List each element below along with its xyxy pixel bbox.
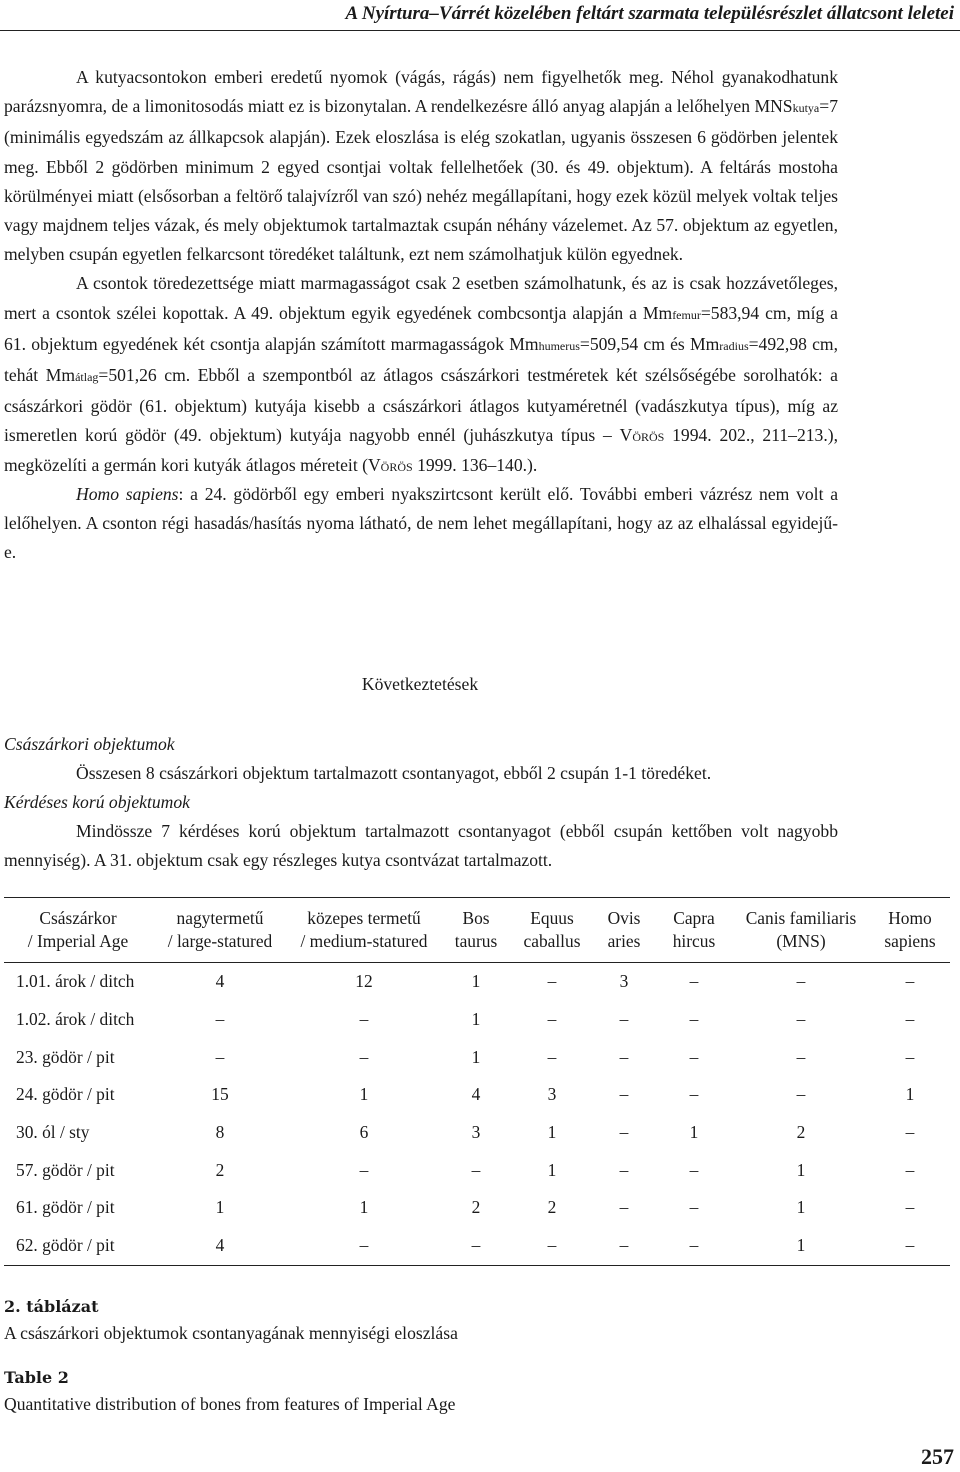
table-cell: –: [656, 1227, 732, 1265]
table-cell: –: [689, 1046, 699, 1067]
table-cell: –: [796, 1084, 806, 1105]
caption-text: A császárkori objektumok csontanyagának mennyiségi eloszlása: [4, 1323, 458, 1343]
column-header: [870, 898, 950, 963]
text-run: A kutyacsontokon emberi eredetű nyomok (vágás, rágás) nem figyelhetők meg. Néhol gyanakodhatunk parázsnyomra, de a limonitosodás miatt ez is bizonytalan. A rendelkezésre álló anyag alapján a lelőhelyen MNS: [4, 67, 838, 117]
table-cell: 1: [796, 1159, 806, 1180]
table-cell: –: [547, 1046, 557, 1067]
column-header: [656, 898, 732, 963]
table-cell: –: [905, 1197, 915, 1218]
table-cell: –: [592, 1227, 656, 1265]
page-number: 257: [921, 1444, 954, 1469]
column-header-line: sapiens: [884, 931, 936, 951]
subscript: kutya: [792, 101, 820, 116]
table-cell: 3: [547, 1084, 557, 1105]
table-cell: 1: [471, 1046, 481, 1067]
table-cell: 3: [471, 1122, 481, 1143]
table-cell: –: [689, 1084, 699, 1105]
table-cell: –: [619, 1122, 629, 1143]
caption-text: Quantitative distribution of bones from features of Imperial Age: [4, 1394, 456, 1414]
table-cell: –: [619, 1197, 629, 1218]
table-cell: –: [288, 1227, 440, 1265]
table-cell: 2: [796, 1122, 806, 1143]
row-label: 23. gödör / pit: [16, 1046, 115, 1067]
text-run: =492,98 cm, tehát Mm: [4, 333, 839, 386]
subscript: radius: [719, 338, 749, 353]
caption-hungarian: [4, 1293, 458, 1347]
table-cell: –: [359, 1159, 369, 1180]
table-cell: 12: [355, 971, 373, 992]
column-header: [592, 898, 656, 963]
column-header: [152, 898, 288, 963]
column-header-line: aries: [607, 931, 641, 951]
table-cell: –: [619, 1159, 629, 1180]
table-cell: 2: [547, 1197, 557, 1218]
table-cell: 1: [732, 1227, 870, 1265]
column-header: [288, 898, 440, 963]
table-cell: 1: [359, 1084, 369, 1105]
table-cell: 1: [796, 1197, 806, 1218]
column-header-line: Capra: [673, 908, 715, 928]
table-cell: 6: [359, 1122, 369, 1143]
table-cell: 4: [152, 1227, 288, 1265]
questionable-label: Kérdéses korú objektumok: [4, 792, 190, 812]
imperial-section: [4, 730, 838, 788]
running-head: [0, 0, 960, 31]
row-label: 24. gödör / pit: [16, 1084, 115, 1105]
table-cell: –: [440, 1227, 512, 1265]
table-cell: –: [215, 1046, 225, 1067]
table-cell: 1: [215, 1197, 225, 1218]
table-cell: –: [471, 1159, 481, 1180]
table-cell: 1: [689, 1122, 699, 1143]
column-header: [512, 898, 592, 963]
paragraph-dog-bones: [4, 63, 838, 269]
species-name: Homo sapiens: [76, 483, 179, 504]
table-cell: –: [689, 971, 699, 992]
table-cell: –: [905, 1122, 915, 1143]
table-cell: –: [619, 1009, 629, 1030]
table-cell: 3: [619, 971, 629, 992]
section-title-conclusions: Következtetések: [361, 674, 479, 694]
table-cell: –: [689, 1159, 699, 1180]
column-header-line: caballus: [523, 931, 581, 951]
row-label: 30. ól / sty: [16, 1122, 90, 1143]
column-header: [732, 898, 870, 963]
text-run: 1994. 202., 211–213.), megközelíti a germán kori kutyák átlagos méreteit (: [4, 425, 838, 475]
column-header-line: Ovis: [607, 908, 641, 928]
subscript: átlag: [75, 370, 99, 385]
table-row: [4, 1114, 950, 1152]
table-cell: –: [905, 1159, 915, 1180]
table-header-row: [4, 898, 950, 963]
table-cell: 2: [471, 1197, 481, 1218]
table-cell: 1: [359, 1197, 369, 1218]
table-cell: 2: [215, 1159, 225, 1180]
author-citation: Vörös: [367, 454, 413, 475]
column-header-line: (MNS): [776, 931, 826, 951]
column-header-line: taurus: [454, 931, 498, 951]
table-cell: –: [359, 1046, 369, 1067]
table-row: [4, 1189, 950, 1227]
table-cell: 1: [905, 1084, 915, 1105]
table-cell: –: [796, 971, 806, 992]
column-header-line: / medium-statured: [300, 931, 428, 951]
questionable-section: [4, 788, 838, 876]
table-cell: –: [870, 1227, 950, 1265]
column-header-line: közepes termetű: [307, 908, 421, 928]
imperial-label: Császárkori objektumok: [4, 734, 175, 754]
text-run: A csontok töredezettsége miatt marmagasságot csak 2 esetben számolhatunk, és az is csak hozzávetőleges, mert a csontok szélei kopottak. A 49. objektum egyik egyedének combcsontja alapján a Mm: [4, 273, 838, 323]
column-header-line: / Imperial Age: [27, 931, 129, 951]
text-run: : a 24. gödörből egy emberi nyakszirtcsont került elő. További emberi vázrész nem volt a lelőhelyen. A csonton régi hasadás/hasítás nyoma látható, de nem lehet megállapítani, hogy az az elhalással egyidejű-e.: [4, 483, 838, 563]
table-cell: 4: [215, 971, 225, 992]
caption-number: Table 2: [4, 1368, 69, 1387]
table-row: [4, 1151, 950, 1189]
table-row: [4, 1038, 950, 1076]
column-header-line: Equus: [530, 908, 574, 928]
row-label: 61. gödör / pit: [16, 1197, 115, 1218]
table-cell: 1: [471, 971, 481, 992]
column-header: [440, 898, 512, 963]
table-cell: –: [905, 1009, 915, 1030]
table-body: [4, 963, 950, 1266]
subscript: humerus: [538, 338, 580, 353]
table-row: [4, 1001, 950, 1039]
text-run: 1999. 136–140.).: [412, 454, 538, 475]
column-header-line: hircus: [672, 931, 716, 951]
table-cell: –: [796, 1009, 806, 1030]
text-run: =7 (minimális egyedszám az állkapcsok alapján). Ezek eloszlása is elég szokatlan, ugyanis összesen 6 gödörben jelentek meg. Ebből 2 gödörben minimum 2 egyed csontjai voltak fellelhetőek (30. és 49. objektum). A feltárás mostoha körülményei miatt (elsősorban a feltörő talajvízről van szó) nehéz megállapítani, hogy ezek közül melyek voltak teljes vagy majdnem teljes vázak, és mely objektumok tartalmaztak csupán néhány vázelemet. Az 57. objektum az egyetlen, melyben csupán egyetlen felkarcsont töredéket találtunk, ezt nem számolhatjuk külön egyednek.: [4, 96, 838, 265]
table-cell: –: [619, 1046, 629, 1067]
table-cell: –: [796, 1046, 806, 1067]
caption-english: [4, 1364, 455, 1418]
table-cell: –: [547, 971, 557, 992]
column-header: [4, 898, 152, 963]
table-row: [4, 1227, 950, 1265]
table-cell: 1: [471, 1009, 481, 1030]
column-header-line: / large-statured: [167, 931, 273, 951]
text-run: =501,26 cm. Ebből a szempontból az átlagos császárkori testméretek két szélsőségébe sorolhatók: a császárkori gödör (61. objektum) kutyája kisebb a császárkori átlagos kutyaméretnél (vadászkutya típus), míg az ismeretlen korú gödör (49. objektum) kutyája nagyobb ennél (juhászkutya típus –: [4, 365, 838, 446]
table-cell: 1: [547, 1122, 557, 1143]
column-header-line: nagytermetű: [176, 908, 264, 928]
table-cell: –: [512, 1227, 592, 1265]
running-title: A Nyírtura–Várrét közelében feltárt szarmata településrészlet állatcsont leletei: [345, 3, 954, 24]
row-label: 1.02. árok / ditch: [16, 1009, 135, 1030]
table-row: [4, 963, 950, 1001]
body-text: [4, 63, 838, 567]
table-cell: –: [547, 1009, 557, 1030]
row-label: 57. gödör / pit: [16, 1159, 115, 1180]
table-cell: –: [689, 1197, 699, 1218]
column-header-line: Canis familiaris: [745, 908, 857, 928]
table-row: [4, 1076, 950, 1114]
row-label: 62. gödör / pit: [4, 1227, 152, 1265]
table-cell: 8: [215, 1122, 225, 1143]
column-header-line: Császárkor: [39, 908, 117, 928]
table-cell: –: [215, 1009, 225, 1030]
column-header-line: Bos: [462, 908, 490, 928]
author-citation: Vörös: [619, 425, 665, 446]
text-run: =509,54 cm és Mm: [579, 333, 720, 354]
paragraph-withers-height: [4, 269, 838, 479]
table-cell: 15: [211, 1084, 229, 1105]
column-header-line: Homo: [888, 908, 932, 928]
subscript: femur: [672, 307, 701, 322]
bone-distribution-table: [4, 897, 950, 1266]
table-cell: –: [619, 1084, 629, 1105]
row-label: 1.01. árok / ditch: [16, 971, 135, 992]
text-run: =583,94 cm, míg a 61. objektum egyedének két csontja alapján számított marmagasságok Mm: [4, 302, 838, 354]
imperial-text: Összesen 8 császárkori objektum tartalmazott csontanyagot, ebből 2 csupán 1-1 töredéket.: [76, 763, 712, 784]
table-cell: –: [359, 1009, 369, 1030]
table-cell: –: [689, 1009, 699, 1030]
caption-number: 2. táblázat: [4, 1297, 99, 1316]
table-cell: 4: [471, 1084, 481, 1105]
table-cell: –: [905, 1046, 915, 1067]
paragraph-homo-sapiens: [4, 480, 838, 568]
table-cell: –: [905, 971, 915, 992]
table-cell: 1: [547, 1159, 557, 1180]
questionable-text: Mindössze 7 kérdéses korú objektum tartalmazott csontanyagot (ebből csupán kettőben volt nagyobb mennyiség). A 31. objektum csak egy részleges kutya csontvázat tartalmazott.: [4, 821, 838, 871]
